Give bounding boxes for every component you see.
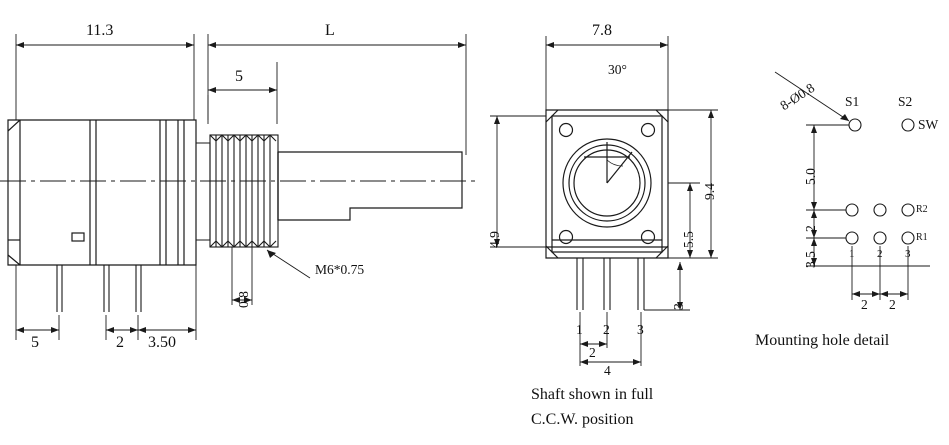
label-r2: R2 bbox=[916, 204, 928, 215]
dim-label-h1: 2 bbox=[861, 297, 868, 312]
dim-label-3-5: 3.5 bbox=[803, 251, 818, 268]
dim-label-pin-length: 3 bbox=[671, 303, 686, 310]
dim-label-pin2: 2 bbox=[116, 334, 124, 351]
dim-label-pin-pitch: 2 bbox=[589, 345, 596, 360]
dim-label-shaft-length: L bbox=[325, 22, 335, 39]
front-caption-line1: Shaft shown in full bbox=[531, 386, 654, 403]
side-view-dimensions bbox=[16, 34, 466, 155]
label-sw: SW bbox=[918, 117, 939, 132]
side-view-thread bbox=[196, 135, 278, 247]
dim-label-front-width: 7.8 bbox=[592, 22, 612, 39]
mount-pin-2-label: 2 bbox=[877, 248, 883, 260]
label-s2: S2 bbox=[898, 94, 913, 109]
label-r1: R1 bbox=[916, 232, 928, 243]
dim-label-pin-span: 4 bbox=[604, 363, 611, 378]
front-pin-1-label: 1 bbox=[576, 322, 583, 337]
thread-callout-label: M6*0.75 bbox=[315, 262, 365, 277]
dim-label-pin3: 3.50 bbox=[148, 334, 176, 351]
dim-label-thread-length: 5 bbox=[235, 68, 243, 85]
side-view-shaft bbox=[278, 152, 462, 220]
thread-callout-leader bbox=[267, 250, 310, 278]
label-s1: S1 bbox=[845, 94, 860, 109]
side-view-bottom-dims bbox=[16, 247, 252, 340]
mount-pin-3-label: 3 bbox=[905, 248, 911, 260]
front-view-dimensions bbox=[546, 36, 668, 110]
dim-label-left-height: 4.9 bbox=[487, 231, 502, 248]
front-caption-line2: C.C.W. position bbox=[531, 411, 634, 428]
mounting-caption: Mounting hole detail bbox=[755, 332, 890, 349]
dim-label-2: 2 bbox=[803, 225, 818, 232]
dim-label-5-0: 5.0 bbox=[803, 168, 818, 185]
front-pin-3-label: 3 bbox=[637, 322, 644, 337]
dim-label-mid-height: 5.5 bbox=[681, 231, 696, 248]
front-pin-2-label: 2 bbox=[603, 322, 610, 337]
dim-label-h2: 2 bbox=[889, 297, 896, 312]
front-view-pins bbox=[577, 258, 644, 310]
dim-label-pin1: 5 bbox=[31, 334, 39, 351]
mounting-hole-detail-holes bbox=[846, 119, 914, 244]
side-view-pins bbox=[57, 265, 141, 312]
hole-callout-label: 8-Ø0.8 bbox=[777, 79, 818, 114]
front-view-body bbox=[546, 110, 668, 258]
dim-label-pin-height: 0.8 bbox=[236, 291, 251, 308]
dim-label-body-width: 11.3 bbox=[86, 22, 114, 39]
mount-pin-1-label: 1 bbox=[849, 248, 855, 260]
dim-label-total-height: 9.4 bbox=[702, 183, 717, 200]
side-view-body bbox=[8, 120, 196, 265]
angle-label: 30° bbox=[608, 62, 627, 77]
